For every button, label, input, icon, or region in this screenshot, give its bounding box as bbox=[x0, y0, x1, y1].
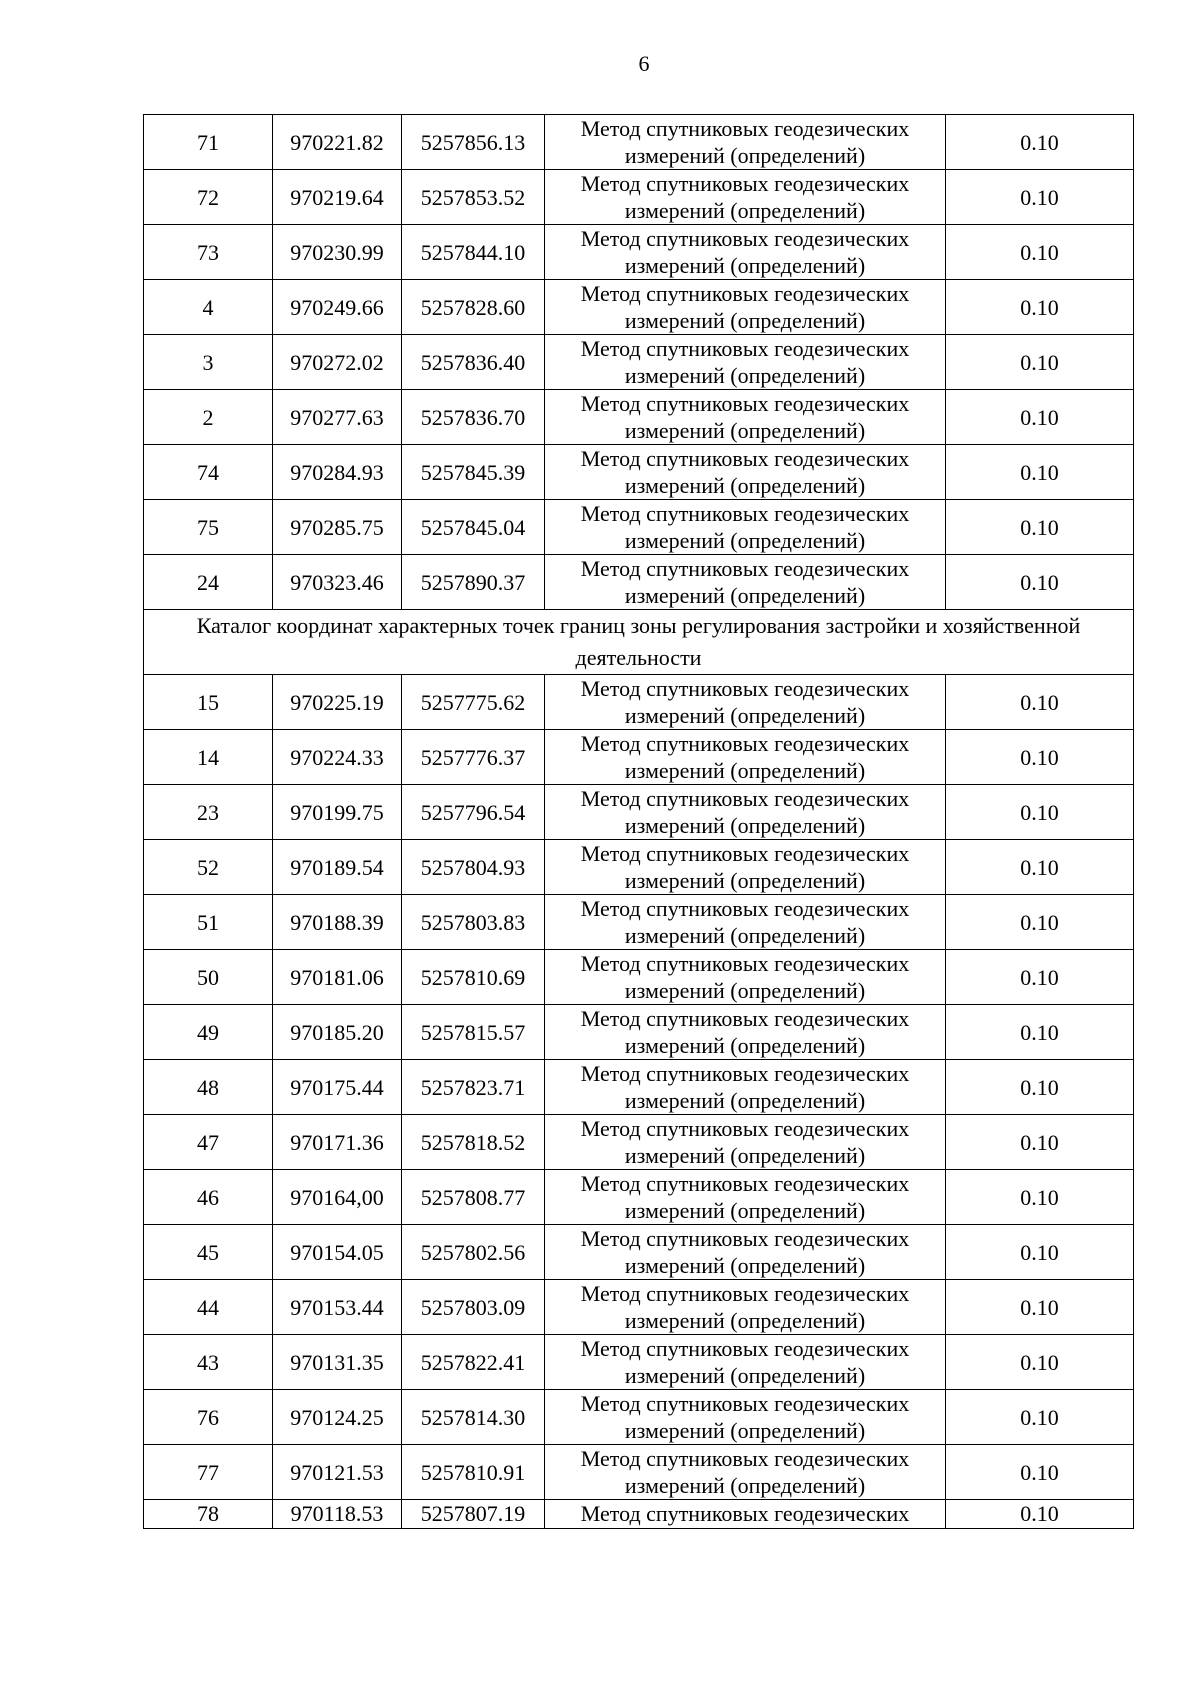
accuracy-cell: 0.10 bbox=[946, 1280, 1134, 1335]
coord-y: 5257803.83 bbox=[402, 895, 545, 950]
coord-x: 970164,00 bbox=[273, 1170, 402, 1225]
point-number: 72 bbox=[144, 170, 273, 225]
point-number: 51 bbox=[144, 895, 273, 950]
table-row bbox=[144, 280, 1134, 335]
table-row bbox=[144, 730, 1134, 785]
coordinates-table bbox=[143, 114, 1134, 1529]
coord-x: 970323.46 bbox=[273, 555, 402, 610]
method-cell: Метод спутниковых геодезических измерений (определений) bbox=[545, 335, 946, 390]
table-group-a bbox=[144, 115, 1134, 610]
point-number: 47 bbox=[144, 1115, 273, 1170]
coord-y: 5257818.52 bbox=[402, 1115, 545, 1170]
accuracy-cell: 0.10 bbox=[946, 1500, 1134, 1529]
coord-y: 5257803.09 bbox=[402, 1280, 545, 1335]
point-number: 46 bbox=[144, 1170, 273, 1225]
accuracy-cell: 0.10 bbox=[946, 1225, 1134, 1280]
point-number: 45 bbox=[144, 1225, 273, 1280]
accuracy-cell: 0.10 bbox=[946, 115, 1134, 170]
coord-x: 970199.75 bbox=[273, 785, 402, 840]
method-cell: Метод спутниковых геодезических измерений (определений) bbox=[545, 1445, 946, 1500]
table-row bbox=[144, 1170, 1134, 1225]
method-cell: Метод спутниковых геодезических измерений (определений) bbox=[545, 280, 946, 335]
coord-y: 5257836.40 bbox=[402, 335, 545, 390]
accuracy-cell: 0.10 bbox=[946, 1335, 1134, 1390]
coord-y: 5257890.37 bbox=[402, 555, 545, 610]
accuracy-cell: 0.10 bbox=[946, 785, 1134, 840]
table-row bbox=[144, 1225, 1134, 1280]
coord-y: 5257808.77 bbox=[402, 1170, 545, 1225]
table-row bbox=[144, 675, 1134, 730]
coord-y: 5257856.13 bbox=[402, 115, 545, 170]
method-cell: Метод спутниковых геодезических измерений (определений) bbox=[545, 1170, 946, 1225]
accuracy-cell: 0.10 bbox=[946, 1005, 1134, 1060]
point-number: 3 bbox=[144, 335, 273, 390]
coord-x: 970189.54 bbox=[273, 840, 402, 895]
method-cell: Метод спутниковых геодезических измерений (определений) bbox=[545, 445, 946, 500]
coord-x: 970124.25 bbox=[273, 1390, 402, 1445]
table-tail bbox=[144, 1500, 1134, 1529]
coord-x: 970221.82 bbox=[273, 115, 402, 170]
accuracy-cell: 0.10 bbox=[946, 950, 1134, 1005]
coord-y: 5257775.62 bbox=[402, 675, 545, 730]
method-cell: Метод спутниковых геодезических измерений (определений) bbox=[545, 1060, 946, 1115]
accuracy-cell: 0.10 bbox=[946, 1170, 1134, 1225]
accuracy-cell: 0.10 bbox=[946, 675, 1134, 730]
coord-y: 5257802.56 bbox=[402, 1225, 545, 1280]
method-cell: Метод спутниковых геодезических измерений (определений) bbox=[545, 500, 946, 555]
accuracy-cell: 0.10 bbox=[946, 1390, 1134, 1445]
table-row bbox=[144, 445, 1134, 500]
coord-y: 5257804.93 bbox=[402, 840, 545, 895]
accuracy-cell: 0.10 bbox=[946, 280, 1134, 335]
table-row bbox=[144, 1115, 1134, 1170]
accuracy-cell: 0.10 bbox=[946, 335, 1134, 390]
point-number: 73 bbox=[144, 225, 273, 280]
method-cell: Метод спутниковых геодезических измерений (определений) bbox=[545, 895, 946, 950]
method-cell: Метод спутниковых геодезических измерений (определений) bbox=[545, 785, 946, 840]
method-cell: Метод спутниковых геодезических измерений (определений) bbox=[545, 1005, 946, 1060]
accuracy-cell: 0.10 bbox=[946, 840, 1134, 895]
table-row bbox=[144, 225, 1134, 280]
point-number: 44 bbox=[144, 1280, 273, 1335]
accuracy-cell: 0.10 bbox=[946, 500, 1134, 555]
accuracy-cell: 0.10 bbox=[946, 1115, 1134, 1170]
coord-y: 5257814.30 bbox=[402, 1390, 545, 1445]
coord-x: 970219.64 bbox=[273, 170, 402, 225]
point-number: 4 bbox=[144, 280, 273, 335]
table-row bbox=[144, 895, 1134, 950]
section-header-row bbox=[144, 610, 1134, 675]
coord-x: 970154.05 bbox=[273, 1225, 402, 1280]
method-cell: Метод спутниковых геодезических измерений (определений) bbox=[545, 1280, 946, 1335]
point-number: 78 bbox=[144, 1500, 273, 1529]
table-row bbox=[144, 1390, 1134, 1445]
method-cell: Метод спутниковых геодезических измерений (определений) bbox=[545, 730, 946, 785]
method-cell: Метод спутниковых геодезических измерений (определений) bbox=[545, 1115, 946, 1170]
accuracy-cell: 0.10 bbox=[946, 555, 1134, 610]
coord-y: 5257810.69 bbox=[402, 950, 545, 1005]
coord-y: 5257807.19 bbox=[402, 1500, 545, 1529]
coord-x: 970121.53 bbox=[273, 1445, 402, 1500]
accuracy-cell: 0.10 bbox=[946, 170, 1134, 225]
point-number: 2 bbox=[144, 390, 273, 445]
coord-y: 5257815.57 bbox=[402, 1005, 545, 1060]
coord-x: 970224.33 bbox=[273, 730, 402, 785]
accuracy-cell: 0.10 bbox=[946, 390, 1134, 445]
table-row bbox=[144, 500, 1134, 555]
method-cell: Метод спутниковых геодезических измерений (определений) bbox=[545, 1335, 946, 1390]
method-cell: Метод спутниковых геодезических измерений (определений) bbox=[545, 675, 946, 730]
table-section bbox=[144, 610, 1134, 675]
accuracy-cell: 0.10 bbox=[946, 445, 1134, 500]
table-group-b bbox=[144, 675, 1134, 1500]
point-number: 74 bbox=[144, 445, 273, 500]
coord-x: 970188.39 bbox=[273, 895, 402, 950]
coord-y: 5257845.04 bbox=[402, 500, 545, 555]
coord-x: 970185.20 bbox=[273, 1005, 402, 1060]
table-row bbox=[144, 335, 1134, 390]
coord-x: 970272.02 bbox=[273, 335, 402, 390]
coord-x: 970230.99 bbox=[273, 225, 402, 280]
coord-y: 5257853.52 bbox=[402, 170, 545, 225]
coord-x: 970285.75 bbox=[273, 500, 402, 555]
coord-y: 5257810.91 bbox=[402, 1445, 545, 1500]
table-row bbox=[144, 785, 1134, 840]
table-row bbox=[144, 170, 1134, 225]
point-number: 48 bbox=[144, 1060, 273, 1115]
method-cell: Метод спутниковых геодезических bbox=[545, 1500, 946, 1529]
coord-y: 5257844.10 bbox=[402, 225, 545, 280]
method-cell: Метод спутниковых геодезических измерений (определений) bbox=[545, 840, 946, 895]
accuracy-cell: 0.10 bbox=[946, 1445, 1134, 1500]
point-number: 49 bbox=[144, 1005, 273, 1060]
coord-y: 5257822.41 bbox=[402, 1335, 545, 1390]
coord-x: 970277.63 bbox=[273, 390, 402, 445]
coord-x: 970153.44 bbox=[273, 1280, 402, 1335]
method-cell: Метод спутниковых геодезических измерений (определений) bbox=[545, 170, 946, 225]
page-number: 6 bbox=[638, 51, 650, 76]
table-row bbox=[144, 1280, 1134, 1335]
coord-x: 970284.93 bbox=[273, 445, 402, 500]
method-cell: Метод спутниковых геодезических измерений (определений) bbox=[545, 950, 946, 1005]
method-cell: Метод спутниковых геодезических измерений (определений) bbox=[545, 115, 946, 170]
table-row bbox=[144, 1005, 1134, 1060]
point-number: 15 bbox=[144, 675, 273, 730]
section-title: Каталог координат характерных точек границ зоны регулирования застройки и хозяйственной деятельности bbox=[144, 610, 1134, 675]
method-cell: Метод спутниковых геодезических измерений (определений) bbox=[545, 1390, 946, 1445]
point-number: 76 bbox=[144, 1390, 273, 1445]
point-number: 71 bbox=[144, 115, 273, 170]
coord-x: 970249.66 bbox=[273, 280, 402, 335]
table-row bbox=[144, 1445, 1134, 1500]
point-number: 77 bbox=[144, 1445, 273, 1500]
table-row bbox=[144, 390, 1134, 445]
point-number: 75 bbox=[144, 500, 273, 555]
accuracy-cell: 0.10 bbox=[946, 895, 1134, 950]
table-row bbox=[144, 840, 1134, 895]
point-number: 50 bbox=[144, 950, 273, 1005]
coord-x: 970181.06 bbox=[273, 950, 402, 1005]
accuracy-cell: 0.10 bbox=[946, 730, 1134, 785]
method-cell: Метод спутниковых геодезических измерений (определений) bbox=[545, 1225, 946, 1280]
point-number: 23 bbox=[144, 785, 273, 840]
accuracy-cell: 0.10 bbox=[946, 1060, 1134, 1115]
coord-x: 970118.53 bbox=[273, 1500, 402, 1529]
coord-x: 970175.44 bbox=[273, 1060, 402, 1115]
table-row bbox=[144, 555, 1134, 610]
point-number: 52 bbox=[144, 840, 273, 895]
method-cell: Метод спутниковых геодезических измерений (определений) bbox=[545, 390, 946, 445]
coord-y: 5257845.39 bbox=[402, 445, 545, 500]
coord-y: 5257796.54 bbox=[402, 785, 545, 840]
table-row bbox=[144, 1500, 1134, 1529]
point-number: 43 bbox=[144, 1335, 273, 1390]
coord-y: 5257828.60 bbox=[402, 280, 545, 335]
table-row bbox=[144, 950, 1134, 1005]
coord-y: 5257836.70 bbox=[402, 390, 545, 445]
method-cell: Метод спутниковых геодезических измерений (определений) bbox=[545, 555, 946, 610]
point-number: 14 bbox=[144, 730, 273, 785]
point-number: 24 bbox=[144, 555, 273, 610]
coord-y: 5257823.71 bbox=[402, 1060, 545, 1115]
table-row bbox=[144, 1060, 1134, 1115]
coord-x: 970171.36 bbox=[273, 1115, 402, 1170]
coord-y: 5257776.37 bbox=[402, 730, 545, 785]
table-row bbox=[144, 115, 1134, 170]
table-row bbox=[144, 1335, 1134, 1390]
accuracy-cell: 0.10 bbox=[946, 225, 1134, 280]
coord-x: 970131.35 bbox=[273, 1335, 402, 1390]
method-cell: Метод спутниковых геодезических измерений (определений) bbox=[545, 225, 946, 280]
coord-x: 970225.19 bbox=[273, 675, 402, 730]
